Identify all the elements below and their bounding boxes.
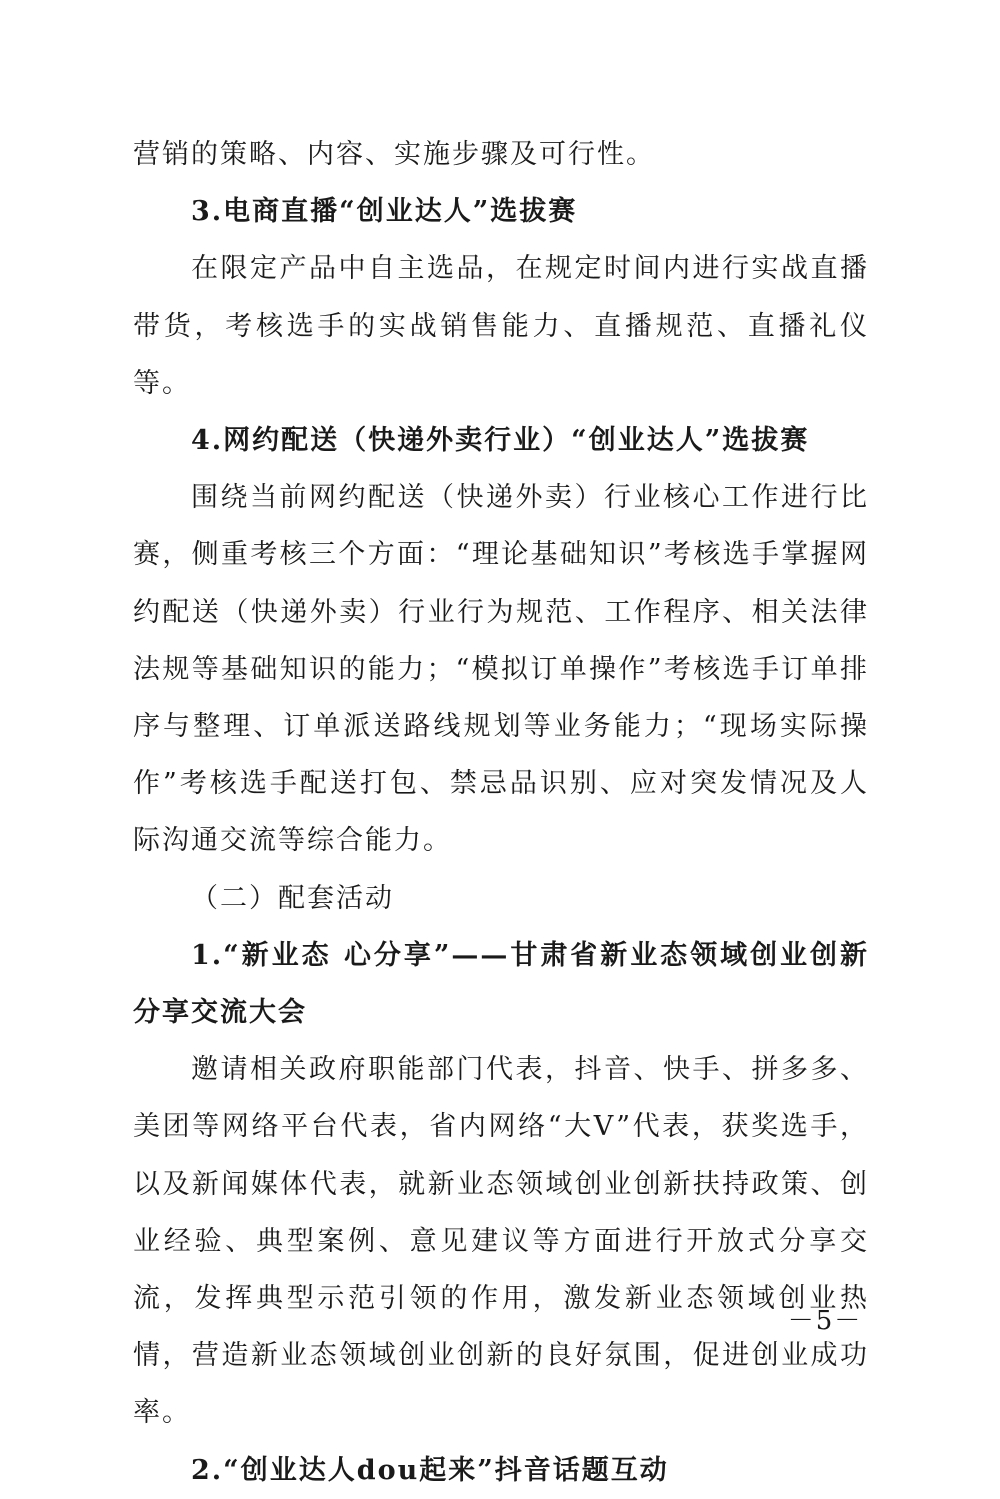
activity-heading-2: 2.“创业达人dou起来”抖音话题互动 (191, 1454, 669, 1486)
body-text (133, 126, 869, 1499)
paragraph-continuation: 营销的策略、内容、实施步骤及可行性。 (133, 139, 655, 170)
page-number: －5－ (787, 1306, 863, 1336)
paragraph-livestream-contest: 在限定产品中自主选品，在规定时间内进行实战直播带货，考核选手的实战销售能力、直播规范、直播礼仪等。 (133, 253, 869, 399)
subsection-heading-supporting-activities: （二）配套活动 (191, 882, 394, 914)
activity-heading-1: 1.“新业态 心分享”——甘肃省新业态领域创业创新分享交流大会 (133, 939, 869, 1029)
paragraph-delivery-contest: 围绕当前网约配送（快递外卖）行业核心工作进行比赛，侧重考核三个方面：“理论基础知识”考核选手掌握网约配送（快递外卖）行业行为规范、工作程序、相关法律法规等基础知识的能力；“模拟订单操作”考核选手订单排序与整理、订单派送路线规划等业务能力；“现场实际操作”考核选手配送打包、禁忌品识别、应对突发情况及人际沟通交流等综合能力。 (133, 482, 869, 857)
section-heading-4: 4.网约配送（快递外卖行业）“创业达人”选拔赛 (191, 425, 810, 457)
section-heading-3: 3.电商直播“创业达人”选拔赛 (191, 196, 578, 228)
paragraph-sharing-conference: 邀请相关政府职能部门代表，抖音、快手、拼多多、美团等网络平台代表，省内网络“大V”代表，获奖选手，以及新闻媒体代表，就新业态领域创业创新扶持政策、创业经验、典型案例、意见建议等方面进行开放式分享交流，发挥典型示范引领的作用，激发新业态领域创业热情，营造新业态领域创业创新的良好氛围，促进创业成功率。 (133, 1054, 869, 1429)
